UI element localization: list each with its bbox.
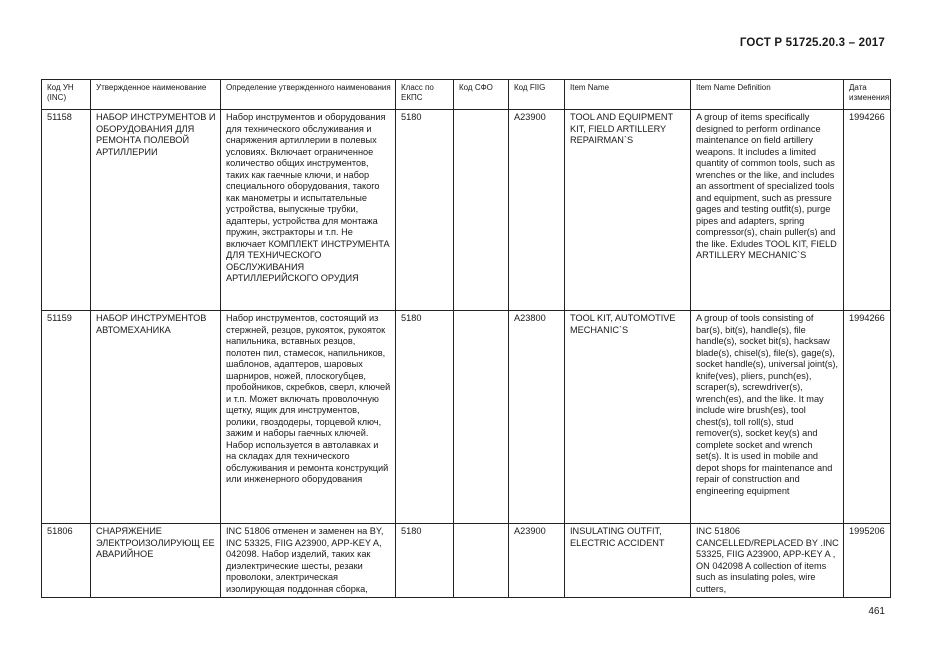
column-header-item-definition: Item Name Definition bbox=[691, 80, 844, 110]
cell-sfo bbox=[454, 110, 509, 311]
table-row bbox=[42, 524, 891, 598]
cell-name-ru: НАБОР ИНСТРУМЕНТОВ АВТОМЕХАНИКА bbox=[91, 311, 221, 524]
cell-fiig: A23900 bbox=[509, 110, 565, 311]
cell-fiig: A23800 bbox=[509, 311, 565, 524]
cell-sfo bbox=[454, 524, 509, 598]
cell-item-definition: A group of items specifically designed to perform ordinance maintenance on field artillery weapons. It includes a limited quantity of common tools, such as wrenches or the like, and includes an assortment of specialized tools and equipment, such as pressure gages and testing outfit(s), purge pipes and adapters, spring compressor(s), chain puller(s) and the like. Exludes TOOL KIT, FIELD ARTILLERY MECHANIC`S bbox=[691, 110, 844, 311]
cell-sfo bbox=[454, 311, 509, 524]
table-row bbox=[42, 110, 891, 311]
column-header-fiig: Код FIIG bbox=[509, 80, 565, 110]
cell-definition-ru: Набор инструментов, состоящий из стержней, резцов, рукояток, рукояток напильника, вставных резцов, полотен пил, стамесок, напильников, шаблонов, адаптеров, шаровых шарниров, ножей, плоскогубцев, пробойников, скребков, сверл, ключей и т.п. Может включать проволочную щетку, ящик для инструментов, ролики, гвоздодеры, торцевой ключ, зажим и наборы гаечных ключей. Набор используется в автолавках и на складах для технического обслуживания и ремонта конструкций или инженерного оборудования bbox=[221, 311, 396, 524]
column-header-inc: Код УН (INC) bbox=[42, 80, 91, 110]
column-header-item-name: Item Name bbox=[565, 80, 691, 110]
cell-definition-ru: Набор инструментов и оборудования для технического обслуживания и снаряжения артиллерии в полевых условиях. Включает ограниченное количество общих инструментов, таких как гаечные ключи, и набор специального оборудования, такого как манометры и испытательные устройства, выпускные трубки, адаптеры, устройства для монтажа пружин, экстракторы и т.п. Не включает КОМПЛЕКТ ИНСТРУМЕНТА ДЛЯ ТЕХНИЧЕСКОГО ОБСЛУЖИВАНИЯ АРТИЛЛЕРИЙСКОГО ОРУДИЯ bbox=[221, 110, 396, 311]
cell-inc: 51159 bbox=[42, 311, 91, 524]
table-row bbox=[42, 311, 891, 524]
cell-ekps: 5180 bbox=[396, 524, 454, 598]
nomenclature-table bbox=[41, 79, 891, 598]
cell-item-name: TOOL AND EQUIPMENT KIT, FIELD ARTILLERY REPAIRMAN`S bbox=[565, 110, 691, 311]
cell-fiig: A23900 bbox=[509, 524, 565, 598]
column-header-name-ru: Утвержденное наименование bbox=[91, 80, 221, 110]
cell-date: 1995206 bbox=[844, 524, 891, 598]
cell-date: 1994266 bbox=[844, 110, 891, 311]
cell-name-ru: СНАРЯЖЕНИЕ ЭЛЕКТРОИЗОЛИРУЮЩ ЕЕ АВАРИЙНОЕ bbox=[91, 524, 221, 598]
cell-item-definition: INC 51806 CANCELLED/REPLACED BY .INC 53325, FIIG A23900, APP-KEY A , ON 042098 A collection of items such as insulating poles, wire cutters, bbox=[691, 524, 844, 598]
cell-inc: 51158 bbox=[42, 110, 91, 311]
document-standard-header: ГОСТ Р 51725.20.3 – 2017 bbox=[739, 37, 885, 49]
column-header-ekps: Класс по ЕКПС bbox=[396, 80, 454, 110]
column-header-date: Дата изменения bbox=[844, 80, 891, 110]
cell-item-definition: A group of tools consisting of bar(s), bit(s), handle(s), file handle(s), socket bit(s), hacksaw blade(s), chisel(s), file(s), gage(s), socket handle(s), universal joint(s), knife(ves), pliers, punch(es), scraper(s), screwdriver(s), wrench(es), and the like. It may include wire brush(es), tool chest(s), toll roll(s), stud remover(s), socket key(s) and complete socket and wrench set(s). It is used in mobile and depot shops for maintenance and repair of construction and engineering equipment bbox=[691, 311, 844, 524]
cell-definition-ru: INC 51806 отменен и заменен на BY, INC 53325, FIIG A23900, APP-KEY A, 042098. Набор изделий, таких как диэлектрические шесты, резаки проволоки, электрическая изолирующая поддонная сборка, bbox=[221, 524, 396, 598]
cell-inc: 51806 bbox=[42, 524, 91, 598]
cell-item-name: TOOL KIT, AUTOMOTIVE MECHANIC`S bbox=[565, 311, 691, 524]
page-number: 461 bbox=[868, 606, 885, 617]
cell-ekps: 5180 bbox=[396, 311, 454, 524]
cell-date: 1994266 bbox=[844, 311, 891, 524]
column-header-sfo: Код СФО bbox=[454, 80, 509, 110]
cell-name-ru: НАБОР ИНСТРУМЕНТОВ И ОБОРУДОВАНИЯ ДЛЯ РЕМОНТА ПОЛЕВОЙ АРТИЛЛЕРИИ bbox=[91, 110, 221, 311]
cell-item-name: INSULATING OUTFIT, ELECTRIC ACCIDENT bbox=[565, 524, 691, 598]
table-header-row bbox=[42, 80, 891, 110]
column-header-definition-ru: Определение утвержденного наименования bbox=[221, 80, 396, 110]
cell-ekps: 5180 bbox=[396, 110, 454, 311]
